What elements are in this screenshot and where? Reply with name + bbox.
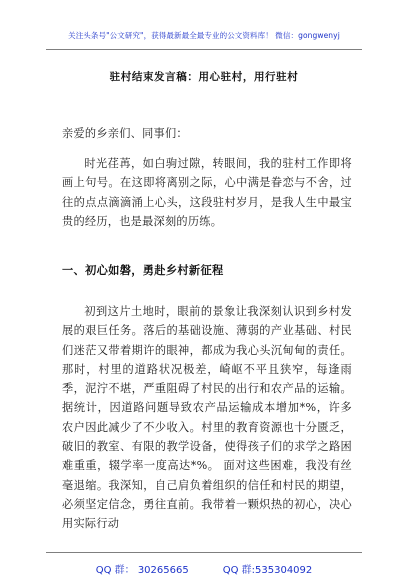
footer-qq-left: QQ 群： 30265665 bbox=[95, 565, 189, 576]
greeting: 亲爱的乡亲们、同事们： bbox=[62, 127, 188, 140]
header-banner: 关注头条号"公文研究"，获得最新最全最专业的公文资料库！ 微信：gongwenyj bbox=[68, 31, 340, 40]
header-divider bbox=[46, 49, 362, 50]
document-title: 驻村结束发言稿：用心驻村，用行驻村 bbox=[109, 71, 299, 83]
paragraph: 时光荏苒，如白驹过隙，转眼间，我的驻村工作即将画上句号。在这即将离别之际，心中满是眷恋与不舍，过往的点点滴滴涌上心头，这段驻村岁月，是我人生中最宝贵的经历，也是最深刻的历练。 bbox=[62, 157, 352, 228]
footer-divider bbox=[46, 552, 362, 553]
section-heading: 一、初心如磐，勇赴乡村新征程 bbox=[62, 263, 224, 277]
paragraph: 初到这片土地时，眼前的景象让我深刻认识到乡村发展的艰巨任务。落后的基础设施、薄弱的产业基础、村民们迷茫又带着期许的眼神，都成为我心头沉甸甸的责任。那时，村里的道路状况极差，崎岖不平且狭窄，每逢雨季，泥泞不堪，严重阻碍了村民的出行和农产品的运输。据统计，因道路问题导致农产品运输成本增加*%，许多农户因此减少了不少收入。村里的教育资源也十分匮乏，破旧的教室、有限的教学设备，使得孩子们的求学之路困难重重，辍学率一度高达*%。 面对这些困难，我没有丝毫退缩。我深知，自己肩负着组织的信任和村民的期望，必须坚定信念，勇往直前。我带着一颗炽热的初心，决心用实际行动 bbox=[62, 305, 352, 531]
footer-qq-right: QQ 群:535304092 bbox=[222, 565, 313, 576]
footer bbox=[0, 561, 408, 576]
